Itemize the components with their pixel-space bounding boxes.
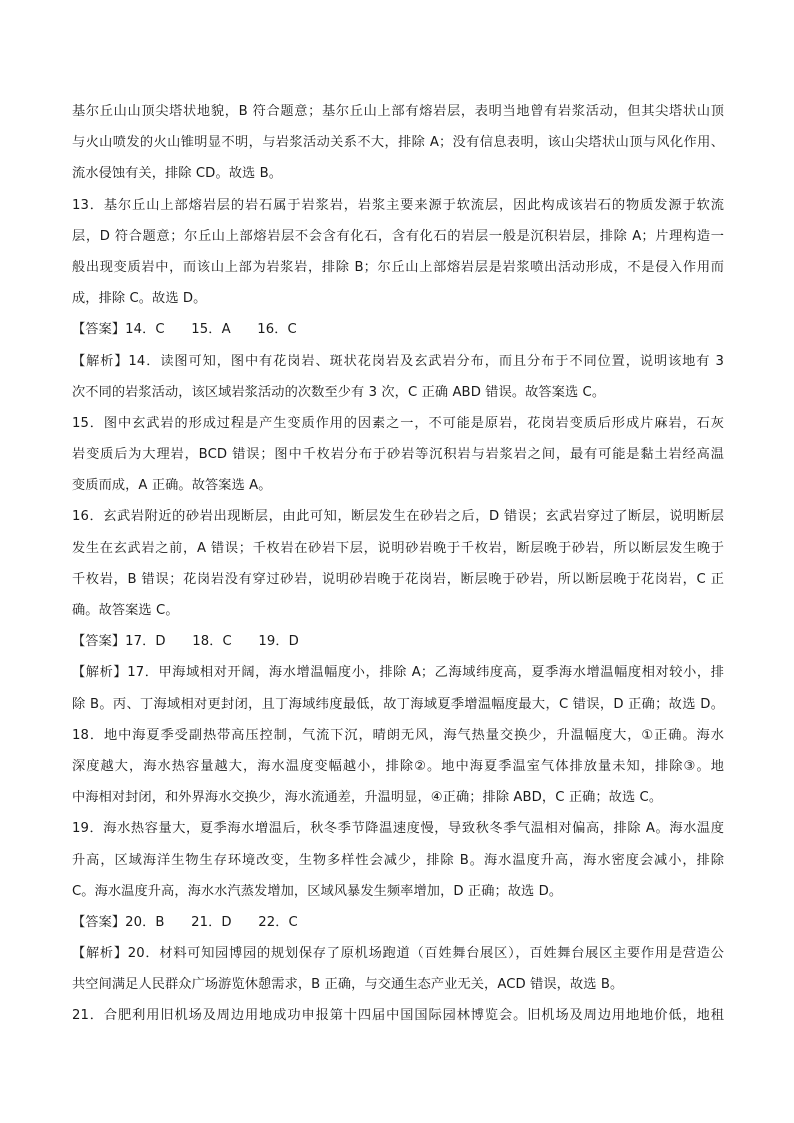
text-line: 基尔丘山山顶尖塔状地貌，B 符合题意；基尔丘山上部有熔岩层，表明当地曾有岩浆活动，但其尖塔状山顶 <box>72 104 724 119</box>
answer-line: 【答案】20．B 21．D 22．C <box>72 914 298 930</box>
text-line: 深度越大，海水热容量越大，海水温度变幅越小，排除②。地中海夏季温室气体排放量未知，排除③。地 <box>72 758 724 774</box>
analysis-line: 【解析】14．读图可知，图中有花岗岩、斑状花岗岩及玄武岩分布，而且分布于不同位置，说明该地有 3 <box>72 353 724 369</box>
text-line: 成，排除 C。故选 D。 <box>72 291 207 307</box>
text-line: 13．基尔丘山上部熔岩层的岩石属于岩浆岩，岩浆主要来源于软流层，因此构成该岩石的物质发源于软流 <box>72 197 724 213</box>
analysis-line: 【解析】17．甲海域相对开阔，海水增温幅度小，排除 A；乙海域纬度高，夏季海水增温幅度相对较小，排 <box>72 665 724 681</box>
analysis-line: 【解析】20．材料可知园博园的规划保存了原机场跑道（百姓舞台展区），百姓舞台展区主要作用是营造公 <box>72 946 724 962</box>
text-line: 共空间满足人民群众广场游览休憩需求，B 正确，与交通生态产业无关，ACD 错误，故选 B。 <box>72 977 624 993</box>
text-line: 岩变质后为大理岩，BCD 错误；图中千枚岩分布于砂岩等沉积岩与岩浆岩之间，最有可能是黏土岩经高温 <box>72 447 724 463</box>
text-line: C。海水温度升高，海水水汽蒸发增加，区域风暴发生频率增加，D 正确；故选 D。 <box>72 883 563 899</box>
answer-line: 【答案】14．C 15．A 16．C <box>72 322 297 338</box>
text-line: 15．图中玄武岩的形成过程是产生变质作用的因素之一，不可能是原岩，花岗岩变质后形成片麻岩，石灰 <box>72 415 724 431</box>
text-line: 与火山喷发的火山锥明显不明，与岩浆活动关系不大，排除 A；没有信息表明，该山尖塔状山顶与风化作用、 <box>72 135 724 151</box>
text-line: 18．地中海夏季受副热带高压控制，气流下沉，晴朗无风，海气热量交换少，升温幅度大，①正确。海水 <box>72 727 724 743</box>
text-line: 中海相对封闭，和外界海水交换少，海水流通差，升温明显，④正确；排除 ABD，C 正确；故选 C。 <box>72 790 663 806</box>
text-line: 发生在玄武岩之前，A 错误；千枚岩在砂岩下层，说明砂岩晚于千枚岩，断层晚于砂岩，所以断层发生晚于 <box>72 540 724 556</box>
text-line: 变质而成，A 正确。故答案选 A。 <box>72 478 272 494</box>
text-line: 千枚岩，B 错误；花岗岩没有穿过砂岩，说明砂岩晚于花岗岩，断层晚于砂岩，所以断层晚于花岗岩，C 正 <box>72 571 724 587</box>
text-line: 流水侵蚀有关，排除 CD。故选 B。 <box>72 166 283 182</box>
text-line: 次不同的岩浆活动，该区域岩浆活动的次数至少有 3 次，C 正确 ABD 错误。故答案选 C。 <box>72 384 606 400</box>
text-line: 般出现变质岩中，而该山上部为岩浆岩，排除 B；尔丘山上部熔岩层是岩浆喷出活动形成，不是侵入作用而 <box>72 259 724 275</box>
text-line: 19．海水热容量大，夏季海水增温后，秋冬季节降温速度慢，导致秋冬季气温相对偏高，排除 A。海水温度 <box>72 821 724 837</box>
text-line: 21．合肥利用旧机场及周边用地成功申报第十四届中国国际园林博览会。旧机场及周边用地地价低，地租 <box>72 1008 724 1024</box>
answer-line: 【答案】17．D 18．C 19．D <box>72 634 299 650</box>
text-line: 升高，区域海洋生物生存环境改变，生物多样性会减少，排除 B。海水温度升高，海水密度会减小，排除 <box>72 852 724 868</box>
text-line: 16．玄武岩附近的砂岩出现断层，由此可知，断层发生在砂岩之后，D 错误；玄武岩穿过了断层，说明断层 <box>72 509 724 525</box>
text-line: 层，D 符合题意；尔丘山上部熔岩层不会含有化石，含有化石的岩层一般是沉积岩层，排除 A；片理构造一 <box>72 228 724 244</box>
text-line: 确。故答案选 C。 <box>72 603 179 618</box>
document-page <box>72 96 724 1032</box>
text-line: 除 B。丙、丁海域相对更封闭，且丁海域纬度最低，故丁海域夏季增温幅度最大，C 错误，D 正确；故选 D。 <box>72 696 724 712</box>
